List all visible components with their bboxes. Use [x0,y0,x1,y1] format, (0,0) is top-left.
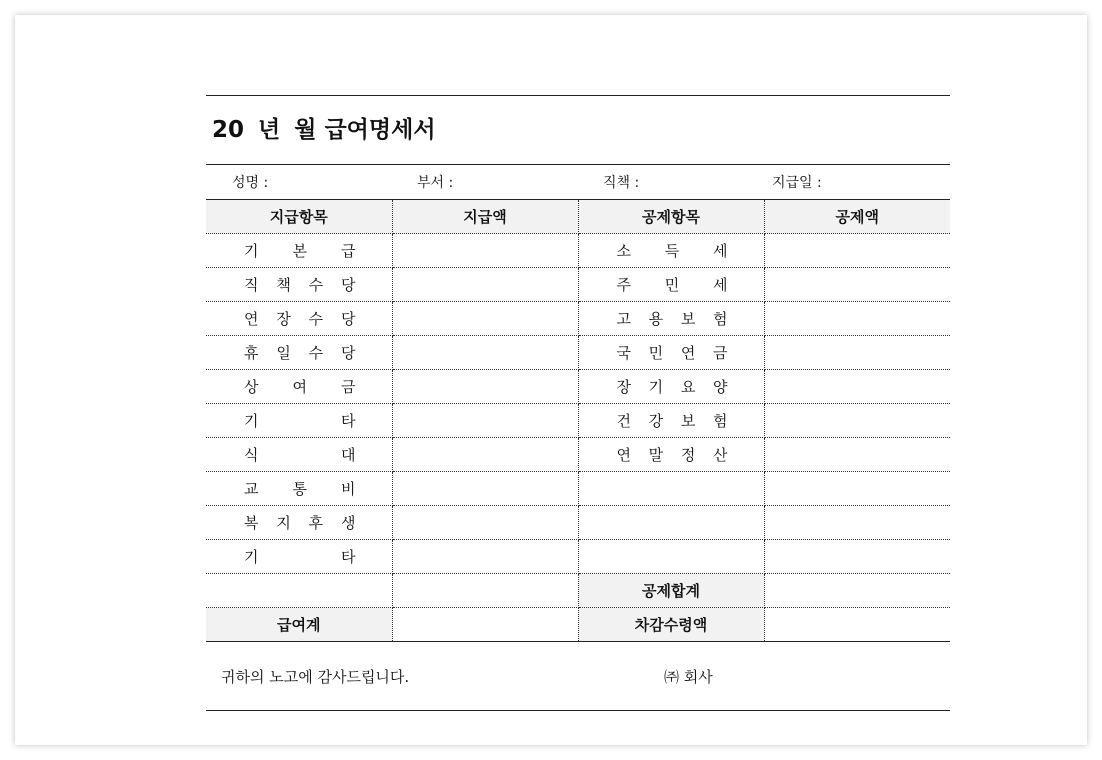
deduction-amount-cell[interactable] [764,438,950,472]
deduction-amount-cell[interactable] [764,540,950,574]
deduction-item-label: 연 말 정 산 [616,446,728,464]
table-row [206,574,950,608]
table-row [206,234,950,268]
pay-amount-cell[interactable] [392,438,578,472]
pay-item-label: 기 타 [244,412,356,430]
pay-item [206,336,392,370]
pay-amount-cell[interactable] [392,370,578,404]
deduction-item [578,302,764,336]
document-page [15,15,1087,745]
pay-total-cell[interactable] [392,608,578,642]
deduction-amount-cell[interactable] [764,302,950,336]
pay-total-label: 급여계 [206,608,392,642]
deduction-amount-cell[interactable] [764,404,950,438]
deduction-item-label: 국 민 연 금 [616,344,728,362]
header-pay-amount: 지급액 [392,200,578,234]
table-row [206,472,950,506]
name-label: 성명 : [232,175,269,191]
pay-item [206,268,392,302]
title-year: 20 [212,117,245,143]
pay-item-label: 상 여 금 [244,378,356,396]
deduction-item [578,404,764,438]
pay-item-label: 휴 일 수 당 [244,344,356,362]
company-name: ㈜ 회사 [664,668,713,686]
table-row [206,370,950,404]
empty-cell[interactable] [392,574,578,608]
pay-item [206,302,392,336]
deduction-item [578,268,764,302]
pay-amount-cell[interactable] [392,234,578,268]
pay-item-label: 연 장 수 당 [244,310,356,328]
deduction-amount-cell[interactable] [764,234,950,268]
pay-item [206,506,392,540]
footer [206,642,950,711]
pay-amount-cell[interactable] [392,268,578,302]
header-pay-item: 지급항목 [206,200,392,234]
deduction-amount-cell[interactable] [764,370,950,404]
net-pay-label: 차감수령액 [578,608,764,642]
table-row [206,404,950,438]
table-row [206,302,950,336]
page-title [206,96,950,164]
deduction-item [578,506,764,540]
pay-item-label: 기 타 [244,548,356,566]
pay-item-label: 직 책 수 당 [244,276,356,294]
payslip [206,95,950,711]
deduction-item [578,234,764,268]
table-row [206,540,950,574]
deduction-item-label: 소 득 세 [616,242,728,260]
pay-item [206,370,392,404]
table-row [206,336,950,370]
pay-item [206,540,392,574]
table-row [206,268,950,302]
deduction-item [578,438,764,472]
deduction-amount-cell[interactable] [764,268,950,302]
deduction-item-label: 주 민 세 [616,276,728,294]
deduction-item-label: 장 기 요 양 [616,378,728,396]
table-row [206,438,950,472]
pay-item [206,472,392,506]
deduction-item [578,472,764,506]
deduction-item [578,540,764,574]
pay-amount-cell[interactable] [392,540,578,574]
deduction-item-label: 고 용 보 험 [616,310,728,328]
deduction-total-label: 공제합계 [578,574,764,608]
deduction-amount-cell[interactable] [764,506,950,540]
deduction-amount-cell[interactable] [764,472,950,506]
thanks-text: 귀하의 노고에 감사드립니다. [221,668,410,686]
pay-amount-cell[interactable] [392,302,578,336]
pay-item [206,404,392,438]
pay-item [206,234,392,268]
deduction-total-cell[interactable] [764,574,950,608]
deduction-item [578,370,764,404]
title-year-unit: 년 [258,117,281,143]
pay-item [206,438,392,472]
pay-item-label: 기 본 급 [244,242,356,260]
position-label: 직책 : [603,175,640,191]
info-row [206,165,950,200]
deduction-amount-cell[interactable] [764,336,950,370]
pay-amount-cell[interactable] [392,336,578,370]
header-deduction-amount: 공제액 [764,200,950,234]
pay-item-label: 식 대 [244,446,356,464]
deduction-item-label: 건 강 보 험 [616,412,728,430]
empty-cell [206,574,392,608]
net-pay-cell[interactable] [764,608,950,642]
table-row [206,608,950,642]
header-deduction-item: 공제항목 [578,200,764,234]
pay-item-label: 교 통 비 [244,480,356,498]
pay-amount-cell[interactable] [392,472,578,506]
title-doc-name: 급여명세서 [324,117,436,143]
deduction-item [578,336,764,370]
paydate-label: 지급일 : [772,175,822,191]
title-month-unit: 월 [294,117,317,143]
pay-amount-cell[interactable] [392,506,578,540]
pay-item-label: 복 지 후 생 [244,514,356,532]
pay-amount-cell[interactable] [392,404,578,438]
dept-label: 부서 : [417,175,454,191]
table-row [206,506,950,540]
payslip-table [206,200,950,642]
